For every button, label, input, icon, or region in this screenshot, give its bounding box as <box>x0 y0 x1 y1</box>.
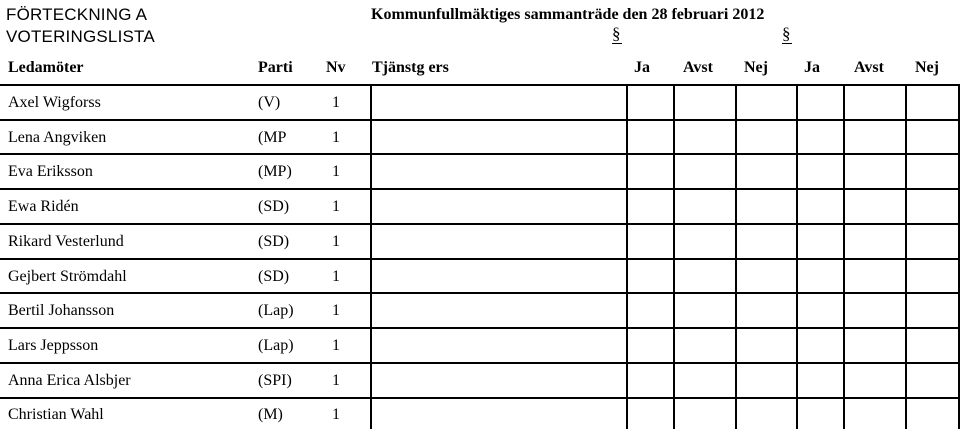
member-name: Lena Angviken <box>8 128 107 146</box>
member-name: Axel Wigforss <box>8 94 101 111</box>
member-party: (MP <box>258 128 287 146</box>
column-divider <box>735 84 737 429</box>
member-party: (V) <box>258 94 281 111</box>
title-forteckning: FÖRTECKNING A <box>6 5 148 24</box>
member-nv: 1 <box>332 302 340 320</box>
member-nv: 1 <box>332 94 340 111</box>
column-divider <box>796 84 798 429</box>
column-divider <box>905 84 907 429</box>
column-divider <box>843 84 845 429</box>
header-ledamoter: Ledamöter <box>8 59 84 76</box>
header-parti: Parti <box>258 59 293 76</box>
member-name: Christian Wahl <box>8 406 104 424</box>
table-row <box>0 121 370 156</box>
table-row <box>0 294 370 329</box>
member-name: Bertil Johansson <box>8 302 115 320</box>
table-row <box>0 225 370 260</box>
section-underline-1 <box>612 43 622 44</box>
table-row <box>0 190 370 225</box>
header-nej-2: Nej <box>915 59 939 76</box>
column-divider <box>673 84 675 429</box>
header-avst-1: Avst <box>683 59 713 76</box>
column-divider <box>626 84 628 429</box>
column-divider <box>370 84 372 429</box>
member-nv: 1 <box>332 267 340 285</box>
table-row <box>0 260 370 295</box>
header-ja-1: Ja <box>634 59 650 76</box>
member-nv: 1 <box>332 163 340 181</box>
meeting-title: Kommunfullmäktiges sammanträde den 28 februari 2012 <box>371 6 765 23</box>
table-row <box>0 364 370 399</box>
member-party: (M) <box>258 406 283 424</box>
member-party: (SD) <box>258 232 290 250</box>
table-row <box>0 398 370 433</box>
header-tjanstgors: Tjänstg ers <box>372 59 449 76</box>
header-nv: Nv <box>326 59 346 76</box>
section-symbol-2: § <box>782 24 791 43</box>
member-name: Gejbert Strömdahl <box>8 267 127 285</box>
member-name: Ewa Ridén <box>8 198 79 216</box>
section-symbol-1: § <box>612 24 621 43</box>
member-party: (Lap) <box>258 302 294 320</box>
header-nej-1: Nej <box>744 59 768 76</box>
member-name: Lars Jeppsson <box>8 336 99 354</box>
member-nv: 1 <box>332 198 340 216</box>
member-nv: 1 <box>332 406 340 424</box>
table-row <box>0 86 370 121</box>
member-party: (MP) <box>258 163 292 181</box>
member-name: Rikard Vesterlund <box>8 232 124 250</box>
header-avst-2: Avst <box>854 59 884 76</box>
member-nv: 1 <box>332 336 340 354</box>
table-row <box>0 155 370 190</box>
section-underline-2 <box>782 43 792 44</box>
member-nv: 1 <box>332 232 340 250</box>
member-party: (Lap) <box>258 336 294 354</box>
member-nv: 1 <box>332 371 340 389</box>
member-nv: 1 <box>332 128 340 146</box>
member-name: Anna Erica Alsbjer <box>8 371 131 389</box>
member-name: Eva Eriksson <box>8 163 93 181</box>
header-ja-2: Ja <box>804 59 820 76</box>
title-voteringslista: VOTERINGSLISTA <box>6 27 155 46</box>
member-party: (SD) <box>258 198 290 216</box>
table-row <box>0 329 370 364</box>
member-party: (SPI) <box>258 371 292 389</box>
document-title <box>6 4 155 48</box>
member-party: (SD) <box>258 267 290 285</box>
